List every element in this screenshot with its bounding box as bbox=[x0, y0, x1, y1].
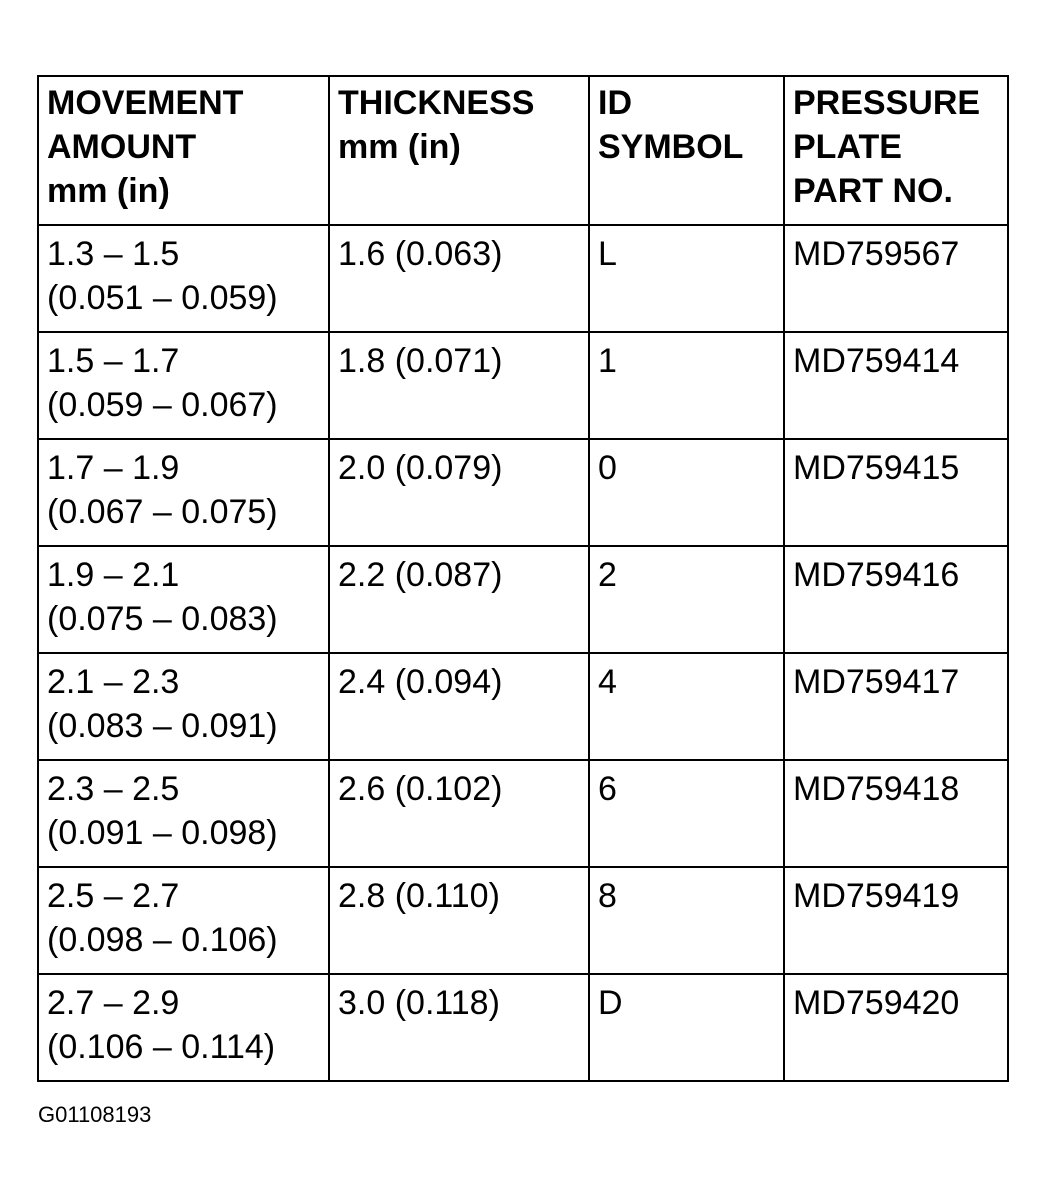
cell-id-symbol bbox=[589, 332, 784, 439]
cell-thickness-text: 2.6 (0.102) bbox=[338, 770, 503, 808]
cell-thickness-text: 3.0 (0.118) bbox=[338, 984, 500, 1022]
table-row bbox=[38, 332, 1008, 439]
header-movement-amount bbox=[38, 76, 329, 225]
table-row bbox=[38, 867, 1008, 974]
cell-part-no bbox=[784, 653, 1008, 760]
cell-id-symbol-text: 4 bbox=[598, 663, 617, 701]
table-row bbox=[38, 225, 1008, 332]
cell-id-symbol-text: 1 bbox=[598, 342, 617, 380]
header-line: mm (in) bbox=[338, 128, 461, 166]
cell-id-symbol bbox=[589, 439, 784, 546]
cell-part-no-text: MD759418 bbox=[793, 770, 960, 808]
cell-thickness bbox=[329, 546, 589, 653]
header-line: ID bbox=[598, 84, 632, 122]
cell-part-no-text: MD759419 bbox=[793, 877, 960, 915]
header-row bbox=[38, 76, 1008, 225]
cell-thickness bbox=[329, 439, 589, 546]
cell-part-no bbox=[784, 974, 1008, 1081]
cell-thickness-text: 2.2 (0.087) bbox=[338, 556, 503, 594]
movement-line: (0.091 – 0.098) bbox=[47, 814, 278, 852]
cell-thickness bbox=[329, 760, 589, 867]
table-header bbox=[38, 76, 1008, 225]
header-line: SYMBOL bbox=[598, 128, 744, 166]
cell-id-symbol-text: 2 bbox=[598, 556, 617, 594]
movement-line: (0.067 – 0.075) bbox=[47, 493, 278, 531]
header-line: THICKNESS bbox=[338, 84, 535, 122]
cell-id-symbol-text: 6 bbox=[598, 770, 617, 808]
cell-id-symbol bbox=[589, 867, 784, 974]
cell-id-symbol bbox=[589, 546, 784, 653]
cell-part-no bbox=[784, 332, 1008, 439]
table-row bbox=[38, 653, 1008, 760]
cell-thickness-text: 1.6 (0.063) bbox=[338, 235, 503, 273]
cell-movement-amount bbox=[38, 653, 329, 760]
header-line: PRESSURE bbox=[793, 84, 981, 122]
movement-line: 2.3 – 2.5 bbox=[47, 770, 180, 808]
cell-id-symbol bbox=[589, 225, 784, 332]
cell-movement-amount bbox=[38, 439, 329, 546]
cell-thickness bbox=[329, 974, 589, 1081]
header-line: mm (in) bbox=[47, 172, 170, 210]
cell-id-symbol-text: L bbox=[598, 235, 617, 273]
pressure-plate-spec-table bbox=[37, 75, 1009, 1082]
header-line: AMOUNT bbox=[47, 128, 197, 166]
movement-line: 2.7 – 2.9 bbox=[47, 984, 180, 1022]
movement-line: 1.9 – 2.1 bbox=[47, 556, 180, 594]
cell-part-no-text: MD759414 bbox=[793, 342, 960, 380]
table-row bbox=[38, 546, 1008, 653]
movement-line: (0.098 – 0.106) bbox=[47, 921, 278, 959]
cell-movement-amount bbox=[38, 332, 329, 439]
cell-part-no bbox=[784, 225, 1008, 332]
table-row bbox=[38, 974, 1008, 1081]
figure-id: G01108193 bbox=[38, 1102, 152, 1127]
cell-movement-amount bbox=[38, 760, 329, 867]
cell-thickness bbox=[329, 225, 589, 332]
cell-id-symbol bbox=[589, 760, 784, 867]
table-row bbox=[38, 760, 1008, 867]
movement-line: 2.1 – 2.3 bbox=[47, 663, 180, 701]
cell-id-symbol-text: D bbox=[598, 984, 623, 1022]
movement-line: (0.106 – 0.114) bbox=[47, 1028, 276, 1066]
header-part-no bbox=[784, 76, 1008, 225]
cell-part-no-text: MD759416 bbox=[793, 556, 960, 594]
cell-id-symbol-text: 8 bbox=[598, 877, 617, 915]
header-thickness bbox=[329, 76, 589, 225]
movement-line: (0.051 – 0.059) bbox=[47, 279, 278, 317]
cell-thickness-text: 2.4 (0.094) bbox=[338, 663, 503, 701]
cell-part-no bbox=[784, 439, 1008, 546]
cell-part-no-text: MD759567 bbox=[793, 235, 960, 273]
cell-id-symbol bbox=[589, 653, 784, 760]
cell-part-no-text: MD759420 bbox=[793, 984, 960, 1022]
cell-id-symbol bbox=[589, 974, 784, 1081]
movement-line: (0.075 – 0.083) bbox=[47, 600, 278, 638]
cell-part-no-text: MD759415 bbox=[793, 449, 960, 487]
cell-id-symbol-text: 0 bbox=[598, 449, 617, 487]
cell-part-no bbox=[784, 546, 1008, 653]
cell-movement-amount bbox=[38, 974, 329, 1081]
header-line: PART NO. bbox=[793, 172, 953, 210]
cell-part-no bbox=[784, 867, 1008, 974]
movement-line: (0.083 – 0.091) bbox=[47, 707, 278, 745]
cell-thickness-text: 1.8 (0.071) bbox=[338, 342, 503, 380]
header-id-symbol bbox=[589, 76, 784, 225]
header-line: MOVEMENT bbox=[47, 84, 244, 122]
cell-movement-amount bbox=[38, 546, 329, 653]
cell-movement-amount bbox=[38, 867, 329, 974]
movement-line: (0.059 – 0.067) bbox=[47, 386, 278, 424]
cell-thickness bbox=[329, 332, 589, 439]
movement-line: 1.3 – 1.5 bbox=[47, 235, 180, 273]
cell-thickness bbox=[329, 867, 589, 974]
table-row bbox=[38, 439, 1008, 546]
table-body bbox=[38, 225, 1008, 1081]
cell-part-no bbox=[784, 760, 1008, 867]
movement-line: 2.5 – 2.7 bbox=[47, 877, 180, 915]
cell-part-no-text: MD759417 bbox=[793, 663, 960, 701]
movement-line: 1.7 – 1.9 bbox=[47, 449, 180, 487]
cell-thickness bbox=[329, 653, 589, 760]
cell-movement-amount bbox=[38, 225, 329, 332]
cell-thickness-text: 2.8 (0.110) bbox=[338, 877, 500, 915]
header-line: PLATE bbox=[793, 128, 902, 166]
movement-line: 1.5 – 1.7 bbox=[47, 342, 180, 380]
cell-thickness-text: 2.0 (0.079) bbox=[338, 449, 503, 487]
